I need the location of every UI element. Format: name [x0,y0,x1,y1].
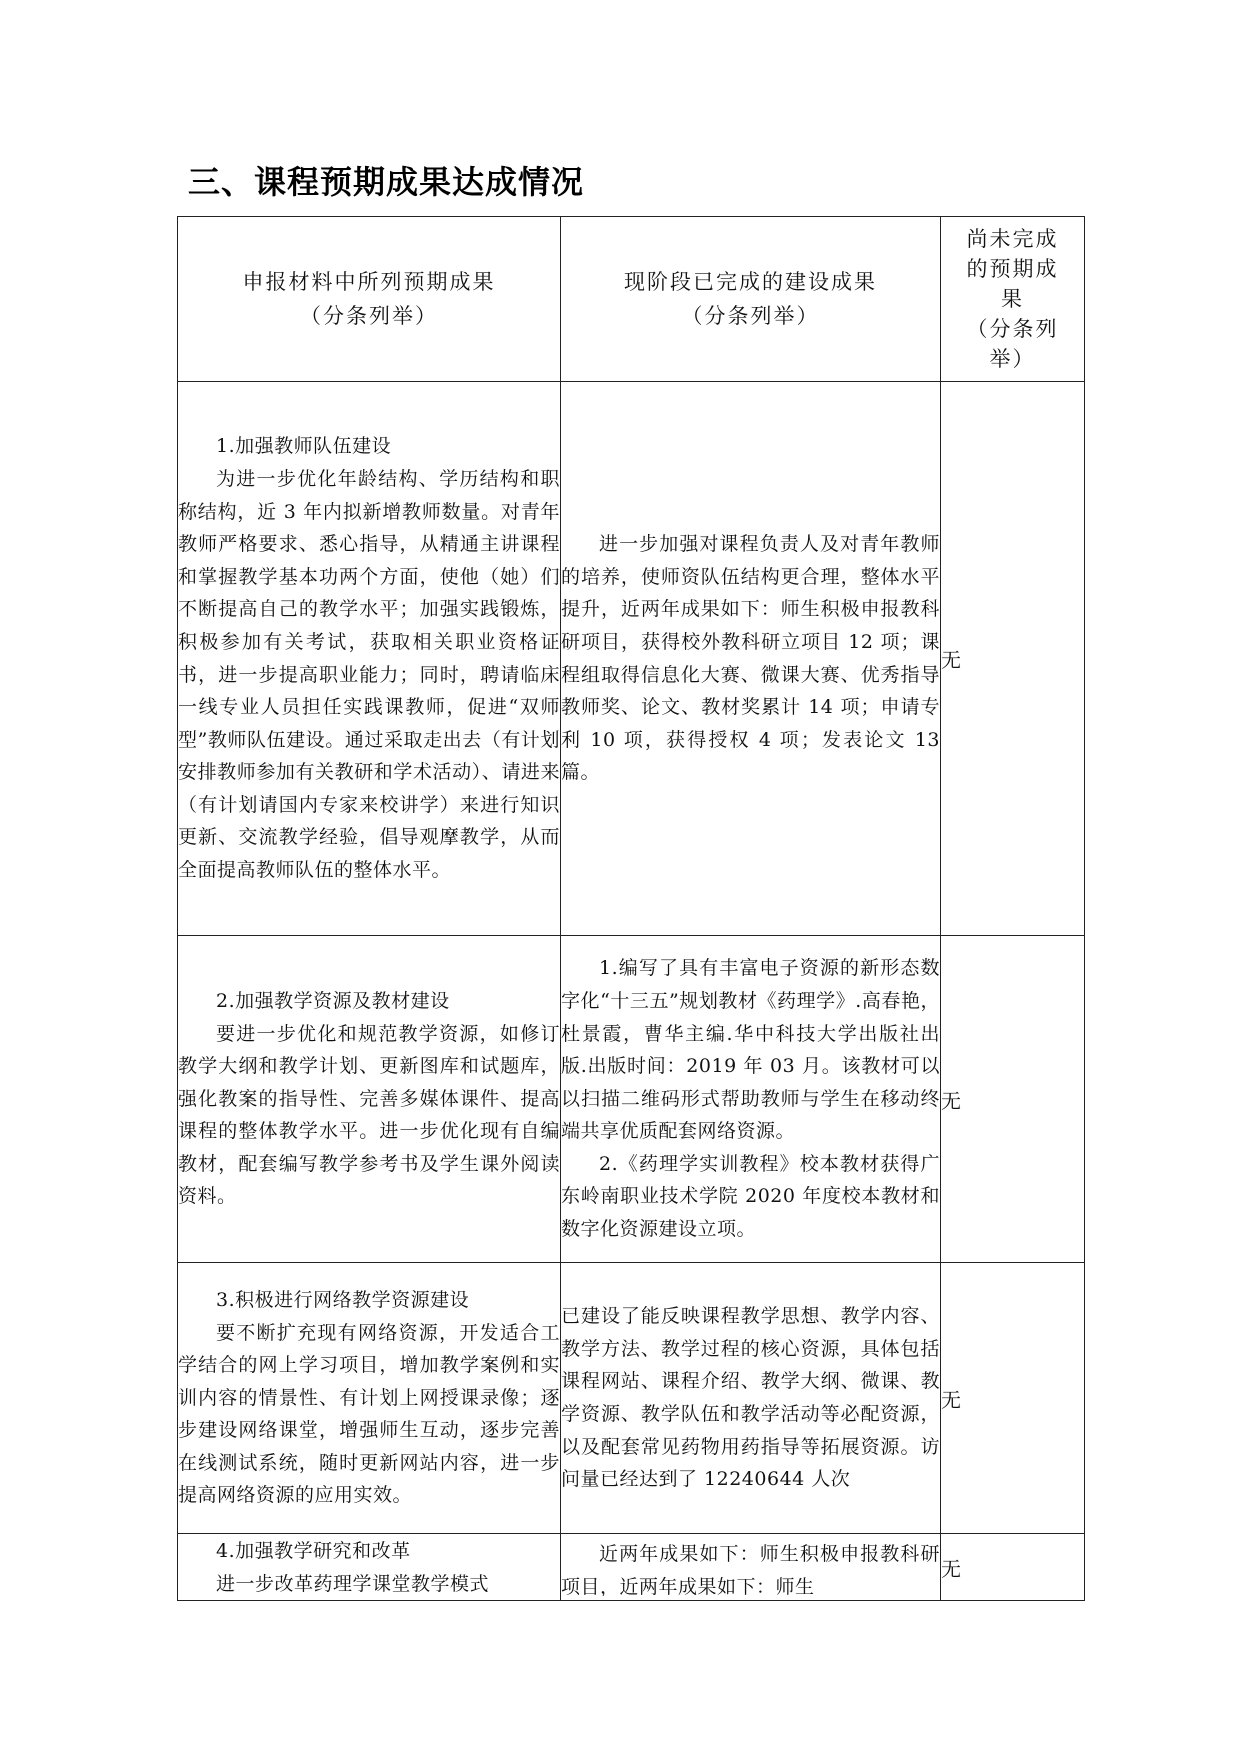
planned-cell [178,1534,561,1601]
completed-item-text: 1.编写了具有丰富电子资源的新形态数字化“十三五”规划教材《药理学》.高春艳，杜景霞，曹华主编.华中科技大学出版社出版.出版时间：2019 年 03 月。该教材可以以扫描二维码形式帮助教师与学生在移动终端共享优质配套网络资源。 [561,957,940,1143]
header-pending-line: 的预期成 [966,257,1059,281]
header-planned-line: （分条列举） [300,304,438,328]
planned-cell [178,1263,561,1534]
planned-item-heading: 1.加强教师队伍建设 [216,435,392,458]
table-row [178,1263,1085,1534]
completed-cell [561,936,941,1263]
planned-item-heading: 3.积极进行网络教学资源建设 [216,1288,470,1311]
planned-item-text: 要进一步优化和规范教学资源，如修订教学大纲和教学计划、更新图库和试题库，强化教案的指导性、完善多媒体课件、提高课程的整体教学水平。进一步优化现有自编教材，配套编写教学参考书及学生课外阅读资料。 [178,1022,560,1208]
header-completed-line: 现阶段已完成的建设成果 [624,270,877,294]
table-row [178,382,1085,936]
pending-cell: 无 [941,936,1085,1263]
completed-item-text: 进一步加强对课程负责人及对青年教师的培养，使师资队伍结构更合理，整体水平提升，近两年成果如下：师生积极申报教科研项目，获得校外教科研立项目 12 项；课程组取得信息化大赛、微课大赛、优秀指导教师奖、论文、教材奖累计 14 项；申请专利 10 项，获得授权 4 项；发表论文 13 篇。 [561,533,940,784]
planned-item-heading: 2.加强教学资源及教材建设 [216,989,450,1012]
planned-item-text: 为进一步优化年龄结构、学历结构和职称结构，近 3 年内拟新增教师数量。对青年教师严格要求、悉心指导，从精通主讲课程和掌握教学基本功两个方面，使他（她）们不断提高自己的教学水平；加强实践锻炼，积极参加有关考试，获取相关职业资格证书，进一步提高职业能力；同时，聘请临床一线专业人员担任实践课教师，促进“双师型”教师队伍建设。通过采取走出去（有计划安排教师参加有关教研和学术活动）、请进来（有计划请国内专家来校讲学）来进行知识更新、交流教学经验，倡导观摩教学，从而全面提高教师队伍的整体水平。 [178,467,560,882]
pending-cell: 无 [941,382,1085,936]
table-header-row [178,217,1085,382]
page-title: 三、课程预期成果达成情况 [188,163,585,201]
completed-item-text: 已建设了能反映课程教学思想、教学内容、教学方法、教学过程的核心资源，具体包括课程网站、课程介绍、教学大纲、微课、教学资源、教学队伍和教学活动等必配资源，以及配套常见药物用药指导等拓展资源。访问量已经达到了 12240644 人次 [561,1305,940,1491]
completed-item-text: 近两年成果如下：师生积极申报教科研项目，近两年成果如下：师生 [561,1543,940,1596]
table-row [178,1534,1085,1601]
planned-item-heading: 4.加强教学研究和改革 [216,1540,411,1562]
planned-item-text: 要不断扩充现有网络资源，开发适合工学结合的网上学习项目，增加教学案例和实训内容的情景性、有计划上网授课录像；逐步建设网络课堂，增强师生互动，逐步完善在线测试系统，随时更新网站内容，进一步提高网络资源的应用实效。 [178,1321,560,1507]
header-pending-line: （分条列 [966,317,1059,341]
header-planned [178,217,561,382]
results-table [177,216,1085,1601]
completed-cell [561,1534,941,1601]
header-pending-line: 举） [989,347,1036,371]
completed-cell-content [561,1538,940,1596]
planned-cell-content [178,1535,560,1599]
pending-cell: 无 [941,1534,1085,1601]
header-pending-line: 果 [1001,287,1024,311]
planned-item-text: 进一步改革药理学课堂教学模式 [216,1572,490,1595]
completed-cell [561,1263,941,1534]
table-row [178,936,1085,1263]
planned-cell [178,936,561,1263]
header-completed-line: （分条列举） [681,304,820,328]
planned-cell [178,382,561,936]
pending-cell: 无 [941,1263,1085,1534]
header-planned-line: 申报材料中所列预期成果 [242,270,496,294]
header-pending [941,217,1085,382]
completed-item-text: 2.《药理学实训教程》校本教材获得广东岭南职业技术学院 2020 年度校本教材和数字化资源建设立项。 [561,1152,940,1241]
header-pending-line: 尚未完成 [966,227,1059,251]
header-completed [561,217,941,382]
completed-cell [561,382,941,936]
